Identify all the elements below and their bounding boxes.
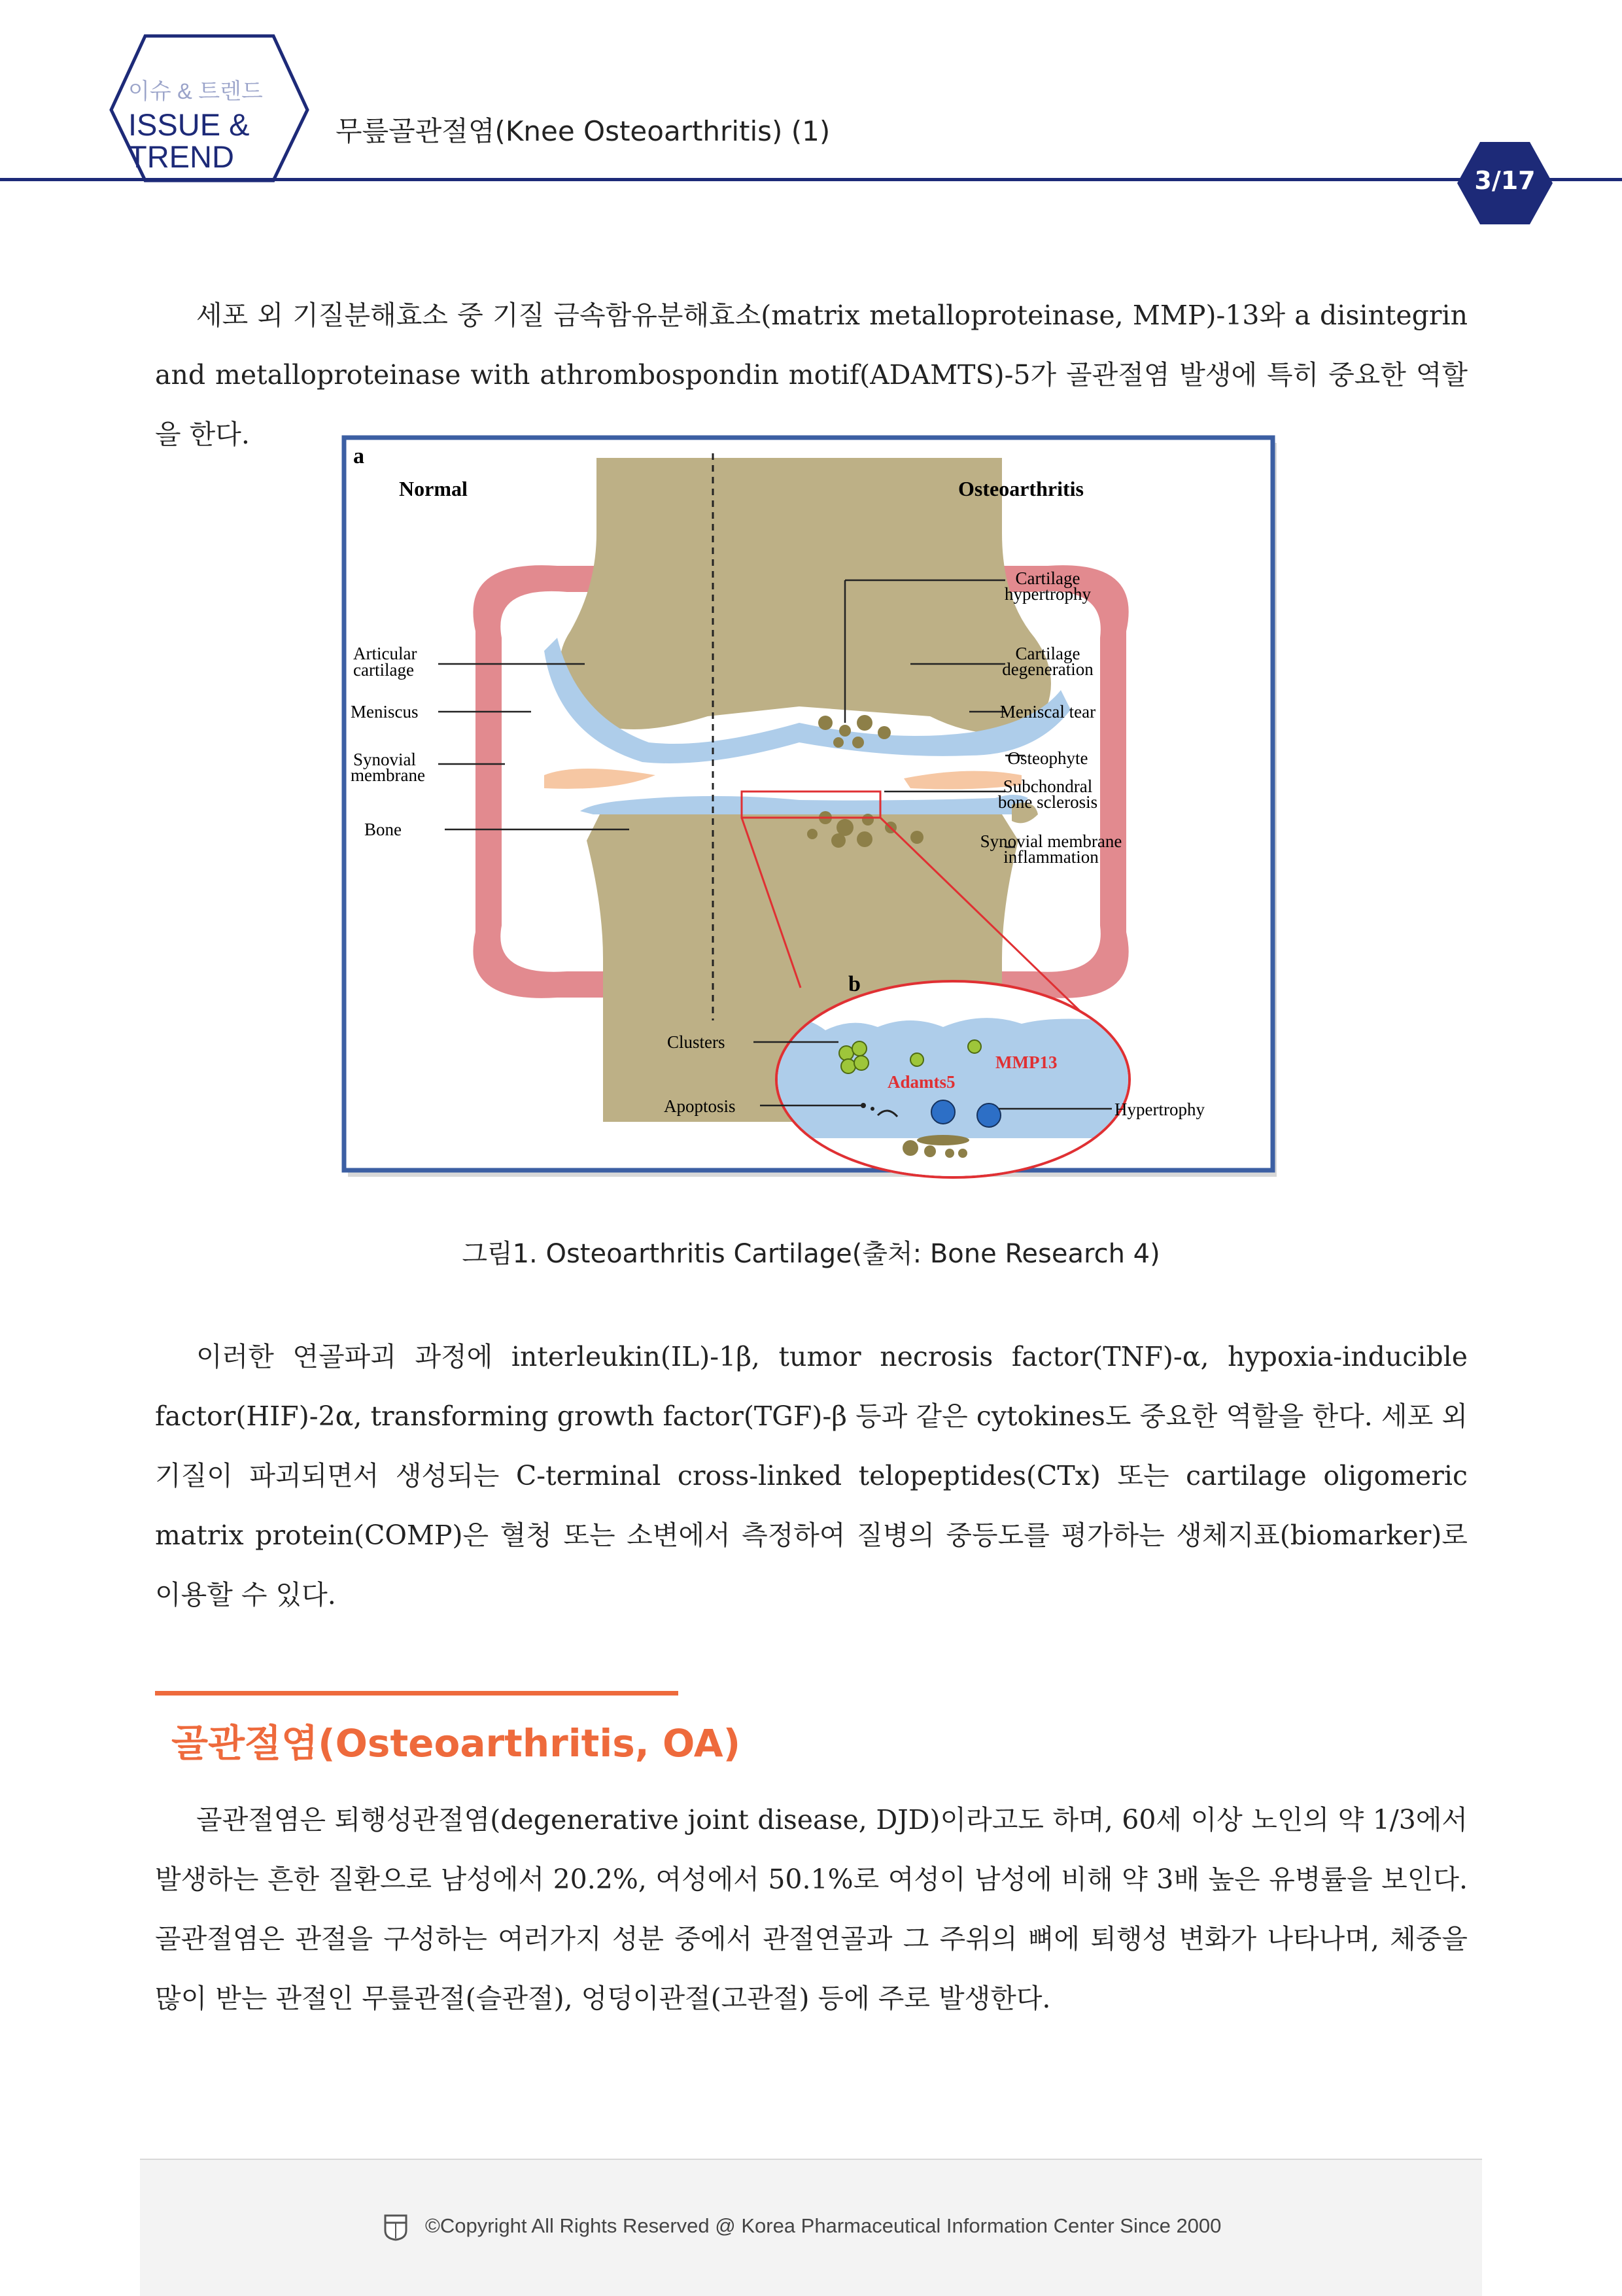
header-rule bbox=[0, 178, 1622, 181]
normal-label: Normal bbox=[399, 477, 468, 500]
section-title: 골관절염(Osteoarthritis, OA) bbox=[171, 1721, 741, 1765]
page-header bbox=[0, 0, 1622, 190]
section-rule bbox=[155, 1691, 678, 1696]
osteoarthritis-figure bbox=[341, 435, 1281, 1181]
label-degeneration-2: degeneration bbox=[1002, 659, 1094, 679]
label-osteophyte: Osteophyte bbox=[1007, 748, 1088, 768]
footer-copyright: ©Copyright All Rights Reserved @ Korea Pharmaceutical Information Center Since 2000 bbox=[425, 2214, 1222, 2237]
kpic-logo-icon bbox=[383, 2214, 408, 2241]
label-synovial-1: Synovial bbox=[353, 750, 417, 769]
panel-a-label: a bbox=[353, 444, 364, 468]
label-degeneration-1: Cartilage bbox=[1015, 644, 1080, 663]
label-articular-1: Articular bbox=[353, 644, 417, 663]
label-inflammation-1: Synovial membrane bbox=[980, 831, 1122, 851]
badge-line-1: ISSUE & bbox=[128, 107, 250, 142]
page-number: 3/17 bbox=[1474, 166, 1536, 195]
label-apoptosis: Apoptosis bbox=[664, 1096, 736, 1116]
panel-b-label: b bbox=[848, 972, 861, 996]
paragraph-definition: 골관절염은 퇴행성관절염(degenerative joint disease, DJD)이라고도 하며, 60세 이상 노인의 약 1/3에서 발생하는 흔한 질환으로 남성에서 20.2%, 여성에서 50.1%로 여성이 남성에 비해 약 3배 높은 유병률을 보인다. 골관절염은 관절을 구성하는 여러가지 성분 중에서 관절연골과 그 주위의 뼈에 퇴행성 변화가 나타나며, 체중을 많이 받는 관절인 무릎관절(슬관절), 엉덩이관절(고관절) 등에 주로 발생한다. bbox=[155, 1804, 1468, 2014]
label-sclerosis-2: bone sclerosis bbox=[997, 792, 1098, 812]
label-meniscus: Meniscus bbox=[351, 702, 419, 722]
osteoarthritis-label: Osteoarthritis bbox=[958, 477, 1084, 500]
badge-korean-label: 이슈 & 트렌드 bbox=[128, 79, 263, 104]
label-bone: Bone bbox=[364, 820, 402, 839]
label-meniscal-tear: Meniscal tear bbox=[999, 702, 1096, 722]
label-hypertrophy-2: hypertrophy bbox=[1005, 584, 1091, 604]
label-clusters: Clusters bbox=[667, 1032, 725, 1052]
label-hypertrophy-inset: Hypertrophy bbox=[1114, 1100, 1205, 1119]
label-sclerosis-1: Subchondral bbox=[1003, 776, 1093, 796]
figure-caption: 그림1. Osteoarthritis Cartilage(출처: Bone Research 4) bbox=[462, 1239, 1160, 1269]
label-adamts5: Adamts5 bbox=[888, 1072, 956, 1092]
label-articular-2: cartilage bbox=[353, 660, 414, 680]
label-inflammation-2: inflammation bbox=[1003, 847, 1099, 867]
document-title: 무릎골관절염(Knee Osteoarthritis) (1) bbox=[336, 115, 831, 147]
label-hypertrophy-1: Cartilage bbox=[1015, 568, 1080, 588]
paragraph-cytokines: 이러한 연골파괴 과정에 interleukin(IL)-1β, tumor necrosis factor(TNF)-α, hypoxia-inducible factor(HIF)-2α, transforming growth factor(TGF)-β 등과 같은 cytokines도 중요한 역할을 한다. 세포 외 기질이 파괴되면서 생성되는 C-terminal cross-linked telopeptides(CTx) 또는 cartilage oligomeric matrix protein(COMP)은 혈청 또는 소변에서 측정하여 질병의 중등도를 평가하는 생체지표(biomarker)로 이용할 수 있다. bbox=[155, 1341, 1468, 1610]
badge-line-2: TREND bbox=[128, 139, 234, 174]
paragraph-intro: 세포 외 기질분해효소 중 기질 금속함유분해효소(matrix metalloproteinase, MMP)-13와 a disintegrin and metalloproteinase with athrombospondin motif(ADAMTS)-5가 골관절염 발생에 특히 중요한 역할을 한다. bbox=[155, 300, 1468, 450]
label-mmp13: MMP13 bbox=[995, 1052, 1058, 1072]
label-synovial-2: membrane bbox=[351, 765, 425, 785]
